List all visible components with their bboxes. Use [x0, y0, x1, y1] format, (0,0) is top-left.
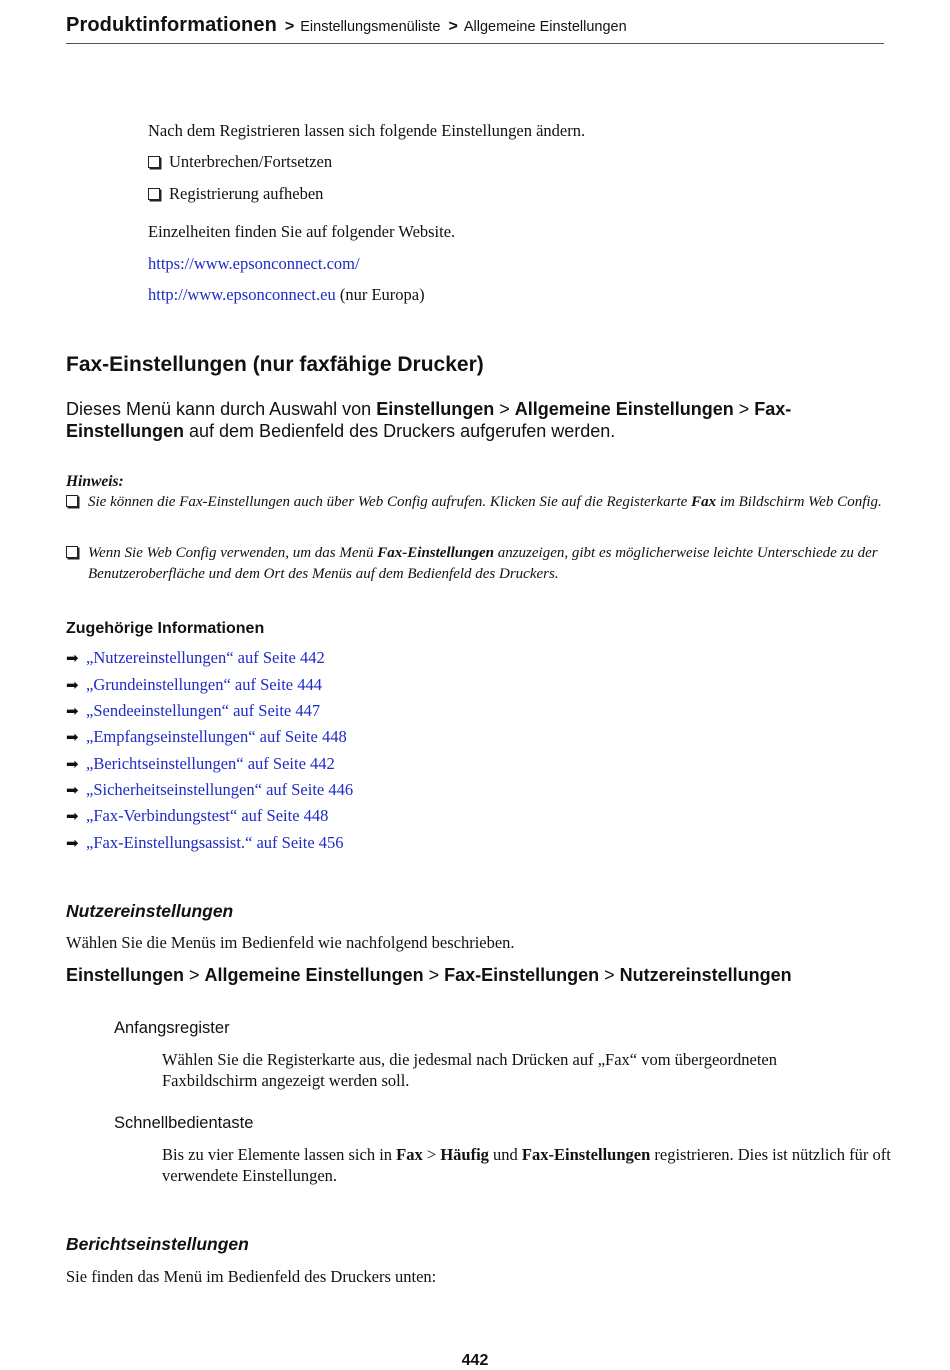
subsection-heading: Berichtseinstellungen: [66, 1234, 249, 1254]
setting-description: Wählen Sie die Registerkarte aus, die jedesmal nach Drücken auf „Fax“ vom übergeordneten Faxbildschirm angezeigt werden soll.: [162, 1050, 778, 1090]
setting-description: Bis zu vier Elemente lassen sich in Fax > Häufig und Fax-Einstellungen registrieren. Dies ist nützlich für oft verwendete Einstellungen.: [162, 1145, 891, 1185]
link-line: [148, 285, 425, 305]
note-title: Hinweis:: [66, 473, 124, 490]
menu-path-item: Allgemeine Einstellungen: [204, 965, 424, 985]
paragraph: Sie finden das Menü im Bedienfeld des Druckers unten:: [66, 1267, 437, 1286]
arrow-right-icon: ➡: [66, 755, 79, 773]
list-item-label: Unterbrechen/Fortsetzen: [169, 152, 333, 171]
note-text: Sie können die Fax-Einstellungen auch über Web Config aufrufen. Klicken Sie auf die Registerkarte Fax im Bildschirm Web Config.: [88, 494, 882, 510]
related-info-title: Zugehörige Informationen: [66, 620, 265, 637]
arrow-right-icon: ➡: [66, 781, 79, 799]
related-link[interactable]: [66, 833, 344, 853]
related-link[interactable]: [66, 701, 320, 721]
breadcrumb-root: Produktinformationen: [66, 14, 277, 36]
breadcrumb-separator: >: [448, 18, 458, 35]
menu-term: Fax-Einstellungen: [66, 399, 792, 441]
page-header: [66, 14, 884, 44]
related-link[interactable]: [66, 754, 335, 774]
link-suffix: (nur Europa): [335, 285, 425, 304]
menu-path-item: Einstellungen: [66, 965, 185, 985]
note-item: [66, 492, 886, 536]
breadcrumb-item[interactable]: Einstellungsmenüliste: [300, 19, 441, 35]
related-link-label[interactable]: „Berichtseinstellungen“ auf Seite 442: [86, 754, 335, 773]
arrow-right-icon: ➡: [66, 702, 79, 720]
arrow-right-icon: ➡: [66, 807, 79, 825]
subsection-heading: Nutzereinstellungen: [66, 901, 234, 921]
link-epsonconnect-com[interactable]: https://www.epsonconnect.com/: [148, 254, 360, 273]
related-link-label[interactable]: „Empfangseinstellungen“ auf Seite 448: [86, 727, 347, 746]
menu-path-separator: >: [599, 965, 620, 985]
breadcrumb-item[interactable]: Allgemeine Einstellungen: [463, 19, 627, 35]
paragraph: Nach dem Registrieren lassen sich folgende Einstellungen ändern.: [148, 121, 586, 140]
related-link[interactable]: [66, 675, 322, 695]
paragraph: Wählen Sie die Menüs im Bedienfeld wie nachfolgend beschrieben.: [66, 933, 515, 952]
intro-text: >: [733, 399, 755, 419]
arrow-right-icon: ➡: [66, 649, 79, 667]
list-item: [148, 152, 332, 172]
arrow-right-icon: ➡: [66, 834, 79, 852]
related-link[interactable]: [66, 727, 347, 747]
related-link[interactable]: [66, 806, 328, 826]
intro-text: >: [494, 399, 515, 419]
setting-term: Anfangsregister: [114, 1019, 230, 1037]
related-link-label[interactable]: „Nutzereinstellungen“ auf Seite 442: [86, 648, 325, 667]
checkbox-bullet-icon: [148, 156, 160, 168]
link-epsonconnect-eu[interactable]: http://www.epsonconnect.eu: [148, 285, 336, 304]
related-link-label[interactable]: „Grundeinstellungen“ auf Seite 444: [86, 675, 322, 694]
section-heading: Fax-Einstellungen (nur faxfähige Drucker): [66, 353, 484, 376]
checkbox-bullet-icon: [66, 546, 78, 558]
list-item: [148, 184, 323, 204]
menu-path: [66, 965, 792, 986]
related-link-label[interactable]: „Fax-Einstellungsassist.“ auf Seite 456: [86, 833, 344, 852]
menu-path-separator: >: [184, 965, 205, 985]
menu-term: Einstellungen: [376, 399, 495, 419]
checkbox-bullet-icon: [148, 188, 160, 200]
related-link[interactable]: [66, 780, 353, 800]
setting-term: Schnellbedientaste: [114, 1114, 254, 1132]
menu-path-item: Fax-Einstellungen: [444, 965, 600, 985]
note-item: [66, 543, 886, 587]
checkbox-bullet-icon: [66, 495, 78, 507]
menu-term: Allgemeine Einstellungen: [514, 399, 734, 419]
related-link-label[interactable]: „Sicherheitseinstellungen“ auf Seite 446: [86, 780, 354, 799]
arrow-right-icon: ➡: [66, 728, 79, 746]
related-link[interactable]: [66, 648, 325, 668]
list-item-label: Registrierung aufheben: [169, 184, 324, 203]
intro-text: Dieses Menü kann durch Auswahl von: [66, 399, 377, 419]
page-number: 442: [461, 1352, 489, 1369]
note-text: Wenn Sie Web Config verwenden, um das Menü Fax-Einstellungen anzuzeigen, gibt es möglicherweise leichte Unterschiede zu der Benutzeroberfläche und dem Ort des Menüs auf dem Bedienfeld des Druckers.: [88, 545, 878, 582]
menu-path-separator: >: [423, 965, 445, 985]
breadcrumb-separator: >: [284, 18, 295, 35]
arrow-right-icon: ➡: [66, 676, 79, 694]
menu-path-item: Nutzereinstellungen: [619, 965, 792, 985]
intro-text: auf dem Bedienfeld des Druckers aufgerufen werden.: [184, 421, 616, 441]
related-link-label[interactable]: „Fax-Verbindungstest“ auf Seite 448: [86, 806, 329, 825]
related-link-label[interactable]: „Sendeeinstellungen“ auf Seite 447: [86, 701, 321, 720]
section-intro: [66, 398, 826, 442]
paragraph: Einzelheiten finden Sie auf folgender Website.: [148, 222, 456, 241]
